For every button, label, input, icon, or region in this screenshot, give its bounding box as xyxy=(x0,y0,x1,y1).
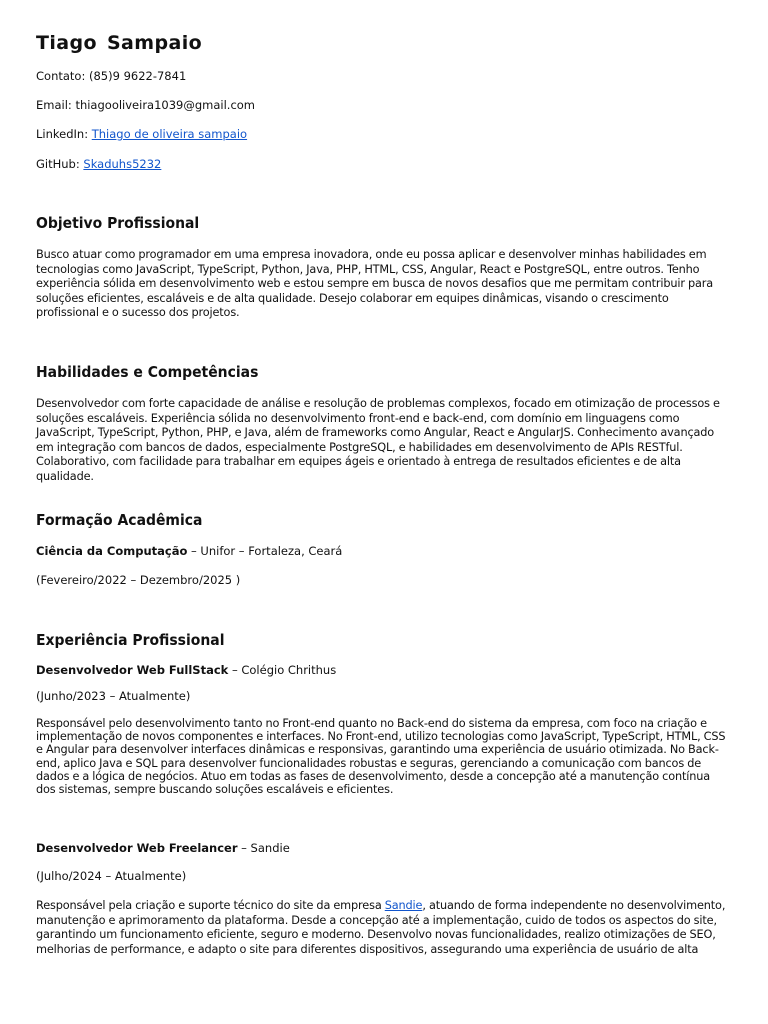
job-role: Desenvolvedor Web FullStack xyxy=(36,663,229,677)
candidate-name: Tiago Sampaio xyxy=(36,32,203,54)
objective-heading: Objetivo Profissional xyxy=(36,214,200,232)
job-description xyxy=(36,899,732,957)
job-company: – Sandie xyxy=(237,841,290,855)
job-title-line xyxy=(36,841,290,855)
job-period: (Junho/2023 – Atualmente) xyxy=(36,689,191,703)
github-line xyxy=(36,157,161,171)
linkedin-line xyxy=(36,127,247,141)
skills-text: Desenvolvedor com forte capacidade de análise e resolução de problemas complexos, focado em otimização de processos e soluções escaláveis. Experiência sólida no desenvolvimento front-end e back-end, com domínio em linguagens como JavaScript, TypeScript, Python, PHP, e Java, além de frameworks como Angular, React e AngularJS. Conhecimento avançado em integração com bancos de dados, especialmente PostgreSQL, e habilidades em desenvolvimento de APIs RESTful. Colaborativo, com facilidade para trabalhar em equipes ágeis e orientado à entrega de resultados eficientes e de alta qualidade. xyxy=(36,397,720,483)
job-title-line xyxy=(36,663,336,677)
education-heading: Formação Acadêmica xyxy=(36,511,203,529)
github-label: GitHub: xyxy=(36,157,80,171)
job-company: – Colégio Chrithus xyxy=(228,663,337,677)
job-description-end: , atuando de forma independente no desenvolvimento, manutenção e aprimoramento da plataforma. Desde a concepção até a implementação, cuido de todos os aspectos do site, garantindo um funcionamento eficiente, seguro e moderno. Desenvolvo novas funcionalidades, realizo otimizações de SEO, melhorias de performance, e adapto o site para diferentes dispositivos, assegurando uma experiência de usuário de alta xyxy=(36,899,726,956)
experience-heading: Experiência Profissional xyxy=(36,631,225,649)
email-value: thiagooliveira1039@gmail.com xyxy=(75,98,256,112)
education-course-line xyxy=(36,544,342,558)
education-course: Ciência da Computação xyxy=(36,544,188,558)
linkedin-label: LinkedIn: xyxy=(36,127,89,141)
github-link[interactable]: Skaduhs5232 xyxy=(83,157,162,171)
email-label: Email: xyxy=(36,98,72,112)
sandie-link[interactable]: Sandie xyxy=(384,899,423,912)
email-line xyxy=(36,98,255,112)
job-role: Desenvolvedor Web Freelancer xyxy=(36,841,238,855)
objective-text: Busco atuar como programador em uma empresa inovadora, onde eu possa aplicar e desenvolver minhas habilidades em tecnologias como JavaScript, TypeScript, Python, Java, PHP, HTML, CSS, Angular, React e PostgreSQL, entre outros. Tenho experiência sólida em desenvolvimento web e estou sempre em busca de novos desafios que me permitam contribuir para soluções eficientes, escaláveis e de alta qualidade. Desejo colaborar em equipes dinâmicas, visando o crescimento profissional e o sucesso dos projetos. xyxy=(36,248,714,319)
linkedin-link[interactable]: Thiago de oliveira sampaio xyxy=(91,127,248,141)
contact-line xyxy=(36,69,186,83)
job-description: Responsável pelo desenvolvimento tanto no Front-end quanto no Back-end do sistema da empresa, com foco na criação e implementação de novos componentes e interfaces. No Front-end, utilizo tecnologias como JavaScript, TypeScript, HTML, CSS e Angular para desenvolver interfaces dinâmicas e responsivas, garantindo uma experiência de usuário otimizada. No Back-end, aplico Java e SQL para desenvolver funcionalidades robustas e seguras, gerenciando a comunicação com bancos de dados e a lógica de negócios. Atuo em todas as fases de desenvolvimento, desde a concepção até a manutenção contínua dos sistemas, sempre buscando soluções escaláveis e eficientes. xyxy=(36,717,726,797)
education-institution: – Unifor – Fortaleza, Ceará xyxy=(187,544,343,558)
contact-value: (85)9 9622-7841 xyxy=(89,69,187,83)
job-period: (Julho/2024 – Atualmente) xyxy=(36,869,187,883)
education-period: (Fevereiro/2022 – Dezembro/2025 ) xyxy=(36,573,241,587)
contact-label: Contato: xyxy=(36,69,86,83)
skills-heading: Habilidades e Competências xyxy=(36,363,259,381)
job-description-start: Responsável pela criação e suporte técnico do site da empresa xyxy=(36,899,385,912)
